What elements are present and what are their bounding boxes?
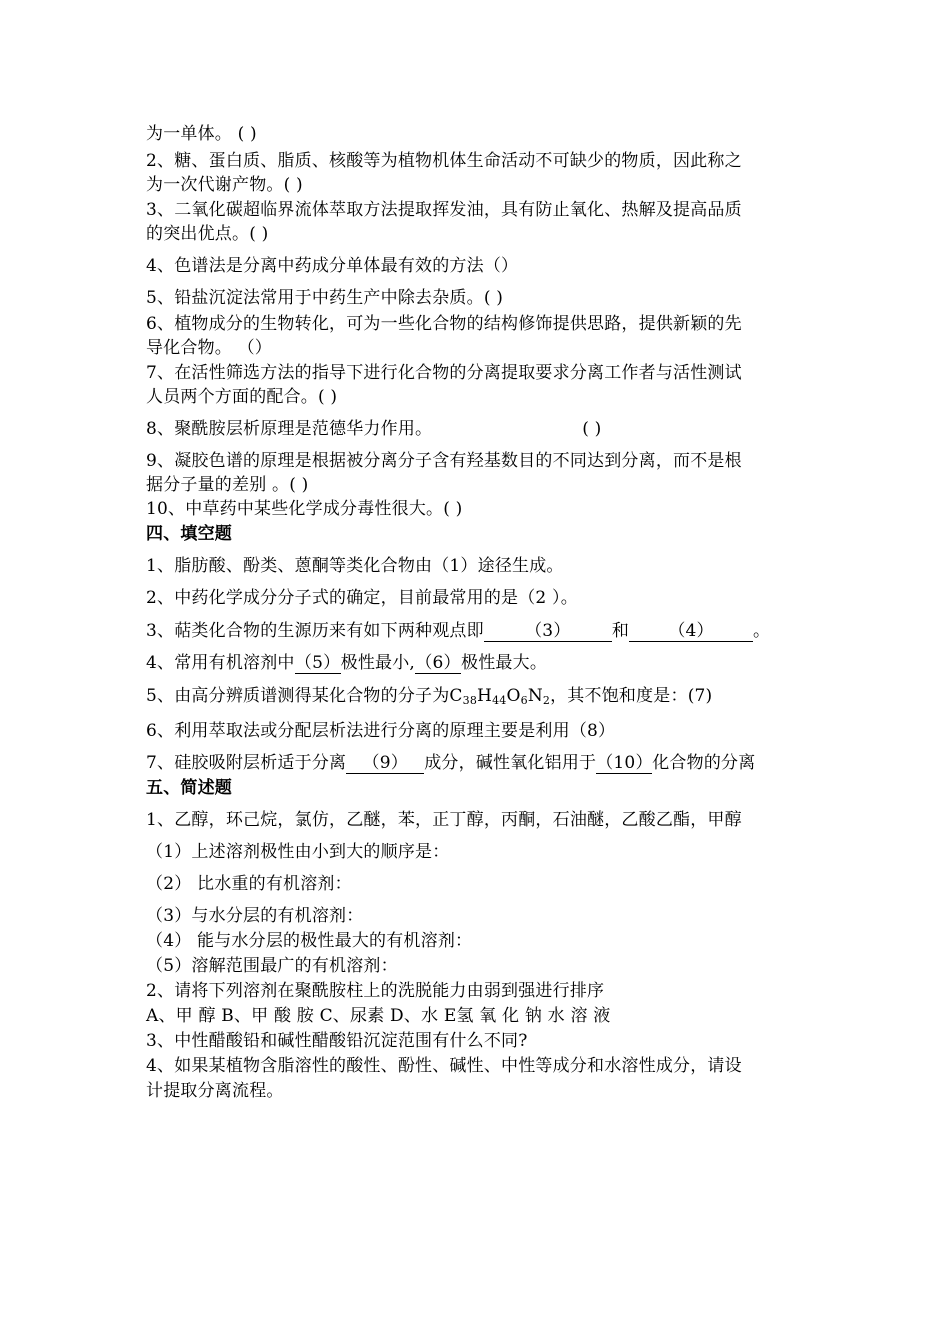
fill-item-4-text-c: 极性最大。 xyxy=(461,653,548,673)
fill-item-4-text-b: 极性最小, xyxy=(340,653,416,673)
tf-item-10: 10、中草药中某些化学成分毒性很大。( ) xyxy=(146,499,463,519)
fill-item-7 xyxy=(146,752,816,774)
fill-item-4-text-a: 4、常用有机溶剂中 xyxy=(146,653,295,673)
fill-item-7-text-a: 7、硅胶吸附层析适于分离 xyxy=(146,753,347,773)
blank-3: （3） xyxy=(484,621,612,642)
short-item-4-line2: 计提取分离流程。 xyxy=(146,1081,284,1101)
blank-9: （9） xyxy=(346,753,424,774)
tf-item-6-line2: 导化合物。 （） xyxy=(146,338,273,358)
fill-item-6: 6、利用萃取法或分配层析法进行分离的原理主要是利用（8） xyxy=(146,721,616,741)
short-item-2: 2、请将下列溶剂在聚酰胺柱上的洗脱能力由弱到强进行排序 xyxy=(146,981,605,1001)
tf-item-2-line1: 2、糖、蛋白质、脂质、核酸等为植物机体生命活动不可缺少的物质，因此称之 xyxy=(146,151,742,171)
short-item-1-sub5: （5）溶解范围最广的有机溶剂： xyxy=(146,956,398,976)
short-item-1-sub3: （3）与水分层的有机溶剂： xyxy=(146,906,364,926)
fill-item-3 xyxy=(146,620,816,642)
short-item-4-line1: 4、如果某植物含脂溶性的酸性、酚性、碱性、中性等成分和水溶性成分，请设 xyxy=(146,1056,742,1076)
short-item-1-sub1: （1）上述溶剂极性由小到大的顺序是： xyxy=(146,842,450,862)
tf-item-8 xyxy=(146,418,816,440)
fill-item-7-text-b: 成分，碱性氧化铝用于 xyxy=(424,753,597,773)
section-heading-fill: 四、填空题 xyxy=(146,524,232,544)
fill-item-2: 2、中药化学成分分子式的确定，目前最常用的是（2 ）。 xyxy=(146,588,578,608)
tf-item-7-line1: 7、在活性筛选方法的指导下进行化合物的分离提取要求分离工作者与活性测试 xyxy=(146,363,742,383)
tf-item-7-line2: 人员两个方面的配合。( ) xyxy=(146,387,338,407)
fill-item-7-text-c: 化合物的分离 xyxy=(652,753,756,773)
fill-item-5 xyxy=(146,685,816,707)
short-item-1-sub2: （2） 比水重的有机溶剂： xyxy=(146,874,352,894)
tf-item-9-line2: 据分子量的差别 。( ) xyxy=(146,475,309,495)
tf-item-4: 4、色谱法是分离中药成分单体最有效的方法（） xyxy=(146,256,519,276)
blank-5: （5） xyxy=(294,653,341,673)
fill-item-3-text: 3、萜类化合物的生源历来有如下两种观点即 xyxy=(146,621,484,641)
short-item-2-options: A、甲 醇 B、甲 酸 胺 C、尿素 D、水 E氢 氧 化 钠 水 溶 液 xyxy=(146,1006,611,1026)
fill-item-3-end: 。 xyxy=(753,621,771,641)
tf-item-5: 5、铅盐沉淀法常用于中药生产中除去杂质。( ) xyxy=(146,288,504,308)
tf-item-9-line1: 9、凝胶色谱的原理是根据被分离分子含有羟基数目的不同达到分离，而不是根 xyxy=(146,451,742,471)
tf-item-3-line2: 的突出优点。( ) xyxy=(146,224,269,244)
formula: $C_{38}H_{44}O_6N_2$ xyxy=(449,686,551,707)
short-item-3: 3、中性醋酸铅和碱性醋酸铅沉淀范围有什么不同? xyxy=(146,1031,528,1051)
fill-item-3-and: 和 xyxy=(611,621,630,641)
fill-item-1: 1、脂肪酸、酚类、蒽酮等类化合物由（1）途径生成。 xyxy=(146,556,564,576)
short-item-1-sub4: （4） 能与水分层的极性最大的有机溶剂： xyxy=(146,931,473,951)
tf-item-2-line2: 为一次代谢产物。( ) xyxy=(146,175,303,195)
tf-item-8-paren: ( ) xyxy=(582,419,602,439)
tf-item-1-cont: 为一单体。 ( ) xyxy=(146,124,257,144)
blank-4: （4） xyxy=(629,621,753,642)
blank-6: （6） xyxy=(415,653,461,673)
section-heading-short: 五、简述题 xyxy=(146,778,232,798)
tf-item-6-line1: 6、植物成分的生物转化，可为一些化合物的结构修饰提供思路，提供新颖的先 xyxy=(146,314,742,334)
short-item-1: 1、乙醇，环己烷，氯仿，乙醚，苯，正丁醇，丙酮，石油醚，乙酸乙酯，甲醇 xyxy=(146,810,742,830)
tf-item-8-text: 8、聚酰胺层析原理是范德华力作用。 xyxy=(146,419,433,439)
fill-item-5-tail: ，其不饱和度是：(7) xyxy=(550,686,713,706)
blank-10: （10） xyxy=(596,753,653,773)
fill-item-5-text: 5、由高分辨质谱测得某化合物的分子为 xyxy=(146,686,450,706)
fill-item-4 xyxy=(146,652,816,674)
tf-item-3-line1: 3、二氧化碳超临界流体萃取方法提取挥发油，具有防止氧化、热解及提高品质 xyxy=(146,200,742,220)
